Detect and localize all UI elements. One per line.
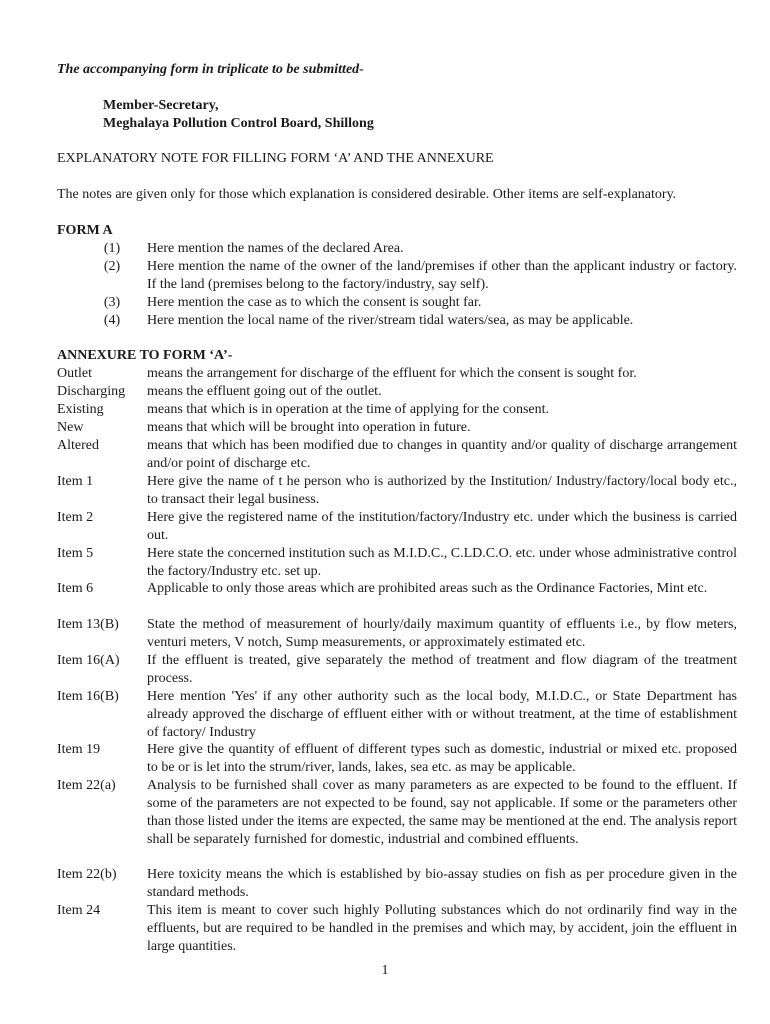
annexure-term: Item 16(A) [57,653,120,668]
annexure-term: Outlet [57,366,92,381]
form-a-item-number: (1) [103,241,121,256]
annexure-definition: means that which has been modified due to changes in quantity and/or quality of discharge arrangement and/or point of discharge etc. [147,438,737,471]
form-a-item-number: (3) [103,295,121,310]
annexure-term: Item 16(B) [57,689,119,704]
annexure-definition: Here state the concerned institution such as M.I.D.C., C.LD.C.O. etc. under whose administrative control the factory/Industry etc. set up. [147,546,737,579]
address-line-1: Member-Secretary, [103,98,219,113]
annexure-term: Item 22(b) [57,867,117,882]
annexure-term: Altered [57,438,99,453]
annexure-definition: Analysis to be furnished shall cover as many parameters as are expected to be found to the effluent. If some of the parameters are not expected to be found, say not applicable. If some or the parameters other than those listed under the items are expected, the same may be mentioned at the end. The analysis report shall be separately furnished for domestic, industrial and combined effluents. [147,778,737,847]
annexure-heading: ANNEXURE TO FORM ‘A’- [57,348,233,363]
annexure-definition: Here toxicity means the which is established by bio-assay studies on fish as per procedure given in the standard methods. [147,867,737,900]
annexure-definition: This item is meant to cover such highly Polluting substances which do not ordinarily find way in the effluents, but are required to be handled in the premises and which may, by accident, join the effluent in large quantities. [147,903,737,954]
annexure-term: Item 24 [57,903,101,918]
annexure-term: Discharging [57,384,126,399]
annexure-term: Item 6 [57,581,94,596]
annexure-definition: Here give the name of t he person who is authorized by the Institution/ Industry/factory/local body etc., to transact their legal business. [147,474,737,507]
form-a-item-text: Here mention the case as to which the consent is sought far. [147,295,482,310]
form-a-item-number: (2) [103,259,121,274]
annexure-definition: Applicable to only those areas which are prohibited areas such as the Ordinance Factories, Mint etc. [147,581,708,596]
explanatory-note-paragraph: The notes are given only for those which explanation is considered desirable. Other items are self-explanatory. [57,187,677,202]
page-number: 1 [381,963,389,978]
explanatory-note-title: EXPLANATORY NOTE FOR FILLING FORM ‘A’ AND THE ANNEXURE [57,151,494,166]
annexure-term: Existing [57,402,104,417]
annexure-definition: Here give the registered name of the institution/factory/Industry etc. under which the business is carried out. [147,510,737,543]
annexure-term: Item 19 [57,742,101,757]
annexure-term: Item 5 [57,546,94,561]
annexure-definition: If the effluent is treated, give separately the method of treatment and flow diagram of the treatment process. [147,653,737,686]
address-line-2: Meghalaya Pollution Control Board, Shillong [103,116,374,131]
annexure-term: Item 1 [57,474,94,489]
annexure-term: New [57,420,84,435]
intro-line: The accompanying form in triplicate to be submitted- [57,62,364,77]
form-a-item-number: (4) [103,313,121,328]
annexure-definition: means that which will be brought into operation in future. [147,420,471,435]
annexure-definition: Here give the quantity of effluent of different types such as domestic, industrial or mixed etc. proposed to be or is let into the strum/river, lands, lakes, sea etc. as may be applicable. [147,742,737,775]
form-a-item-text: Here mention the names of the declared Area. [147,241,404,256]
annexure-definition: means that which is in operation at the time of applying for the consent. [147,402,550,417]
annexure-definition: State the method of measurement of hourly/daily maximum quantity of effluents i.e., by flow meters, venturi meters, V notch, Sump measurements, or approximately estimated etc. [147,617,737,650]
annexure-definition: means the effluent going out of the outlet. [147,384,382,399]
annexure-term: Item 22(a) [57,778,116,793]
form-a-item-text: Here mention the name of the owner of the land/premises if other than the applicant industry or factory. If the land (premises belong to the factory/industry, say self). [147,259,737,292]
form-a-heading: FORM A [57,223,113,238]
annexure-term: Item 13(B) [57,617,119,632]
form-a-item-text: Here mention the local name of the river/stream tidal waters/sea, as may be applicable. [147,313,634,328]
annexure-term: Item 2 [57,510,94,525]
annexure-definition: means the arrangement for discharge of the effluent for which the consent is sought for. [147,366,637,381]
annexure-definition: Here mention 'Yes' if any other authority such as the local body, M.I.D.C., or State Department has already approved the discharge of effluent either with or without treatment, at the time of establishment of factory/ Industry [147,689,737,740]
